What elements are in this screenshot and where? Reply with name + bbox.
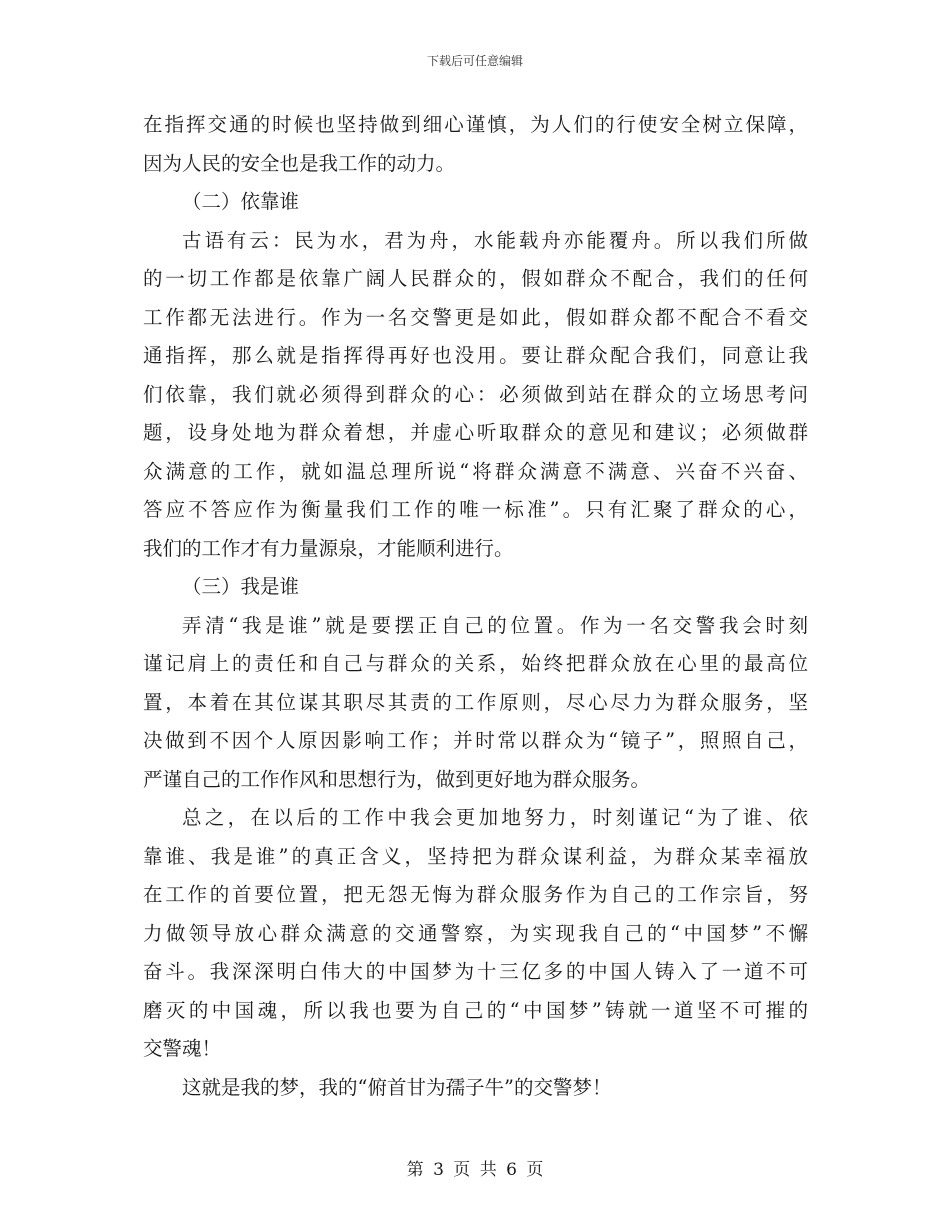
text-line: 众满意的工作，就如温总理所说“将群众满意不满意、兴奋不兴奋、: [143, 459, 808, 483]
text-line: 古语有云：民为水，君为舟，水能载舟亦能覆舟。所以我们所做: [182, 228, 808, 252]
page-footer: 第 3 页 共 6 页: [406, 1160, 544, 1180]
text-line: 这就是我的梦，我的“俯首甘为孺子牛”的交警梦！: [182, 1075, 612, 1099]
text-line: 在指挥交通的时候也坚持做到细心谨慎，为人们的行使安全树立保障，: [143, 113, 808, 136]
page-header: 下载后可任意编辑: [426, 54, 523, 68]
text-line: 置，本着在其位谋其职尽其责的工作原则，尽心尽力为群众服务，坚: [143, 690, 808, 714]
text-line: （二）依靠谁: [182, 190, 300, 213]
text-line: 靠谁、我是谁”的真正含义，坚持把为群众谋利益，为群众某幸福放: [143, 844, 808, 868]
text-line: 交警魂！: [143, 1037, 222, 1060]
text-line: 我们的工作才有力量源泉，才能顺利进行。: [143, 536, 514, 560]
text-line: 在工作的首要位置，把无怨无悔为群众服务作为自己的工作宗旨，努: [143, 883, 808, 906]
text-line: 们依靠，我们就必须得到群众的心：必须做到站在群众的立场思考问: [143, 382, 808, 406]
text-line: 力做领导放心群众满意的交通警察，为实现我自己的“中国梦”不懈: [143, 921, 808, 945]
text-line: 通指挥，那么就是指挥得再好也没用。要让群众配合我们，同意让我: [143, 344, 808, 367]
text-line: 谨记肩上的责任和自己与群众的关系，始终把群众放在心里的最高位: [143, 652, 808, 675]
text-line: 决做到不因个人原因影响工作；并时常以群众为“镜子”，照照自己，: [143, 729, 808, 752]
text-line: 奋斗。我深深明白伟大的中国梦为十三亿多的中国人铸入了一道不可: [143, 960, 808, 983]
text-line: 工作都无法进行。作为一名交警更是如此，假如群众都不配合不看交: [143, 305, 808, 329]
document-body: [143, 106, 808, 1107]
text-line: 磨灭的中国魂，所以我也要为自己的“中国梦”铸就一道坚不可摧的: [143, 998, 808, 1022]
text-line: （三）我是谁: [182, 575, 300, 598]
text-line: 答应不答应作为衡量我们工作的唯一标准”。只有汇聚了群众的心，: [143, 498, 808, 521]
text-line: 严谨自己的工作作风和思想行为，做到更好地为群众服务。: [143, 767, 651, 791]
text-line: 弄清“我是谁”就是要摆正自己的位置。作为一名交警我会时刻: [182, 613, 808, 637]
text-line: 题，设身处地为群众着想，并虚心听取群众的意见和建议；必须做群: [143, 421, 808, 444]
text-line: 的一切工作都是依靠广阔人民群众的，假如群众不配合，我们的任何: [143, 267, 808, 290]
text-line: 因为人民的安全也是我工作的动力。: [143, 151, 456, 175]
text-line: 总之，在以后的工作中我会更加地努力，时刻谨记“为了谁、依: [182, 806, 808, 829]
